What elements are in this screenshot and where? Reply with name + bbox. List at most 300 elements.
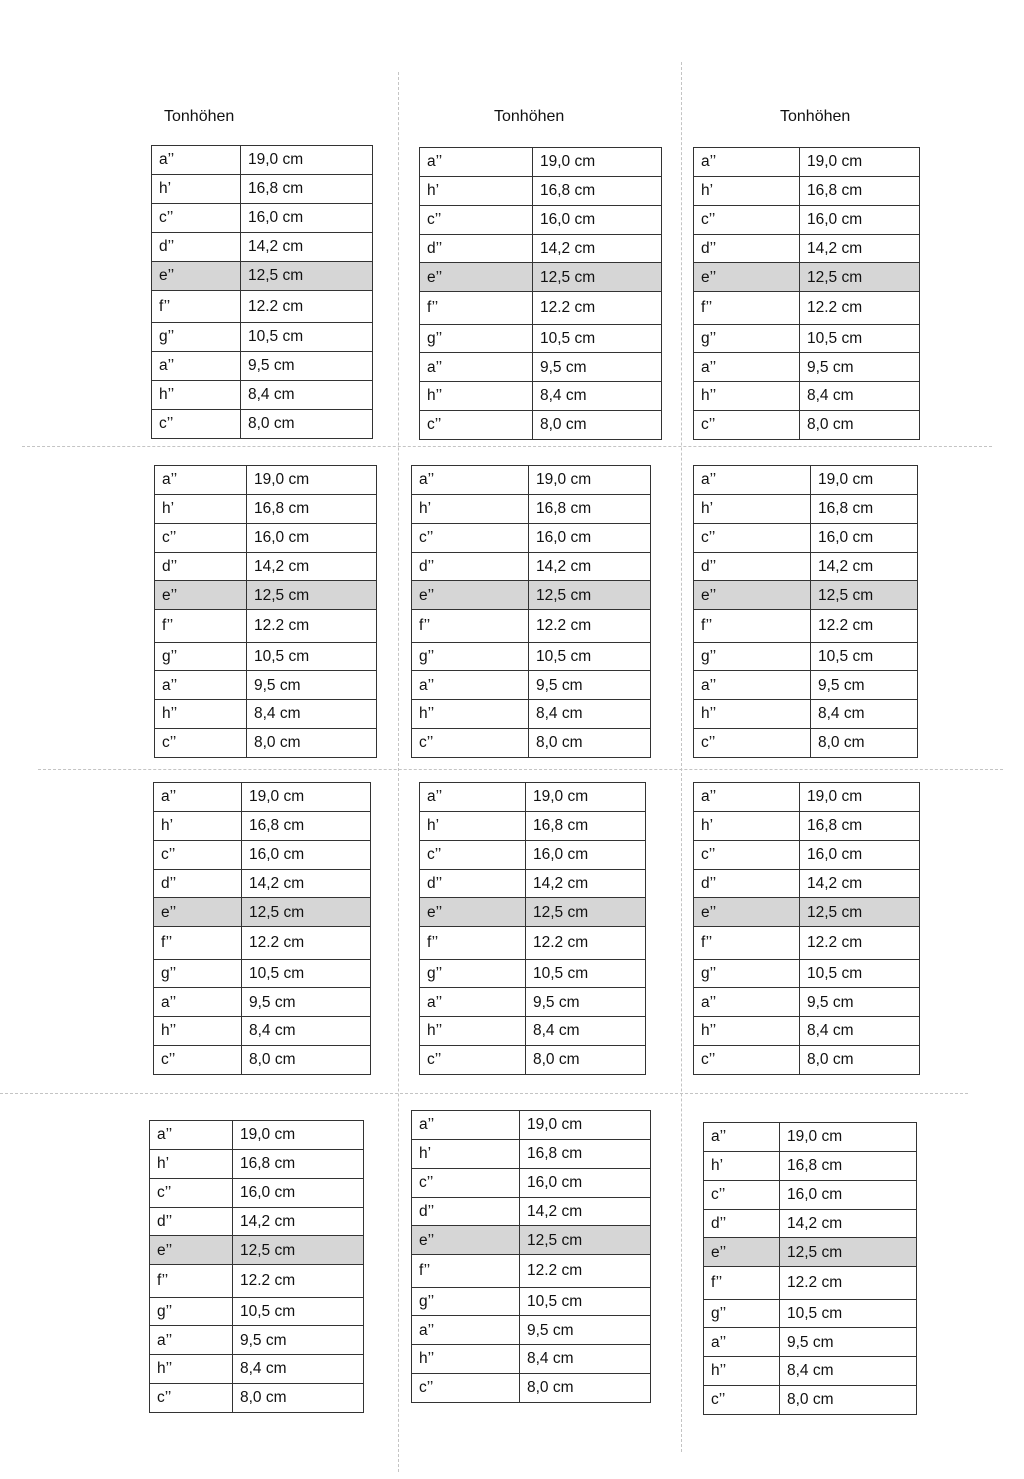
length-cell: 9,5 cm [247,671,377,700]
pitch-row-highlighted [420,263,662,292]
length-cell: 12.2 cm [526,927,646,959]
pitch-row [694,671,918,700]
pitch-row [412,1316,651,1345]
pitch-row [694,205,920,234]
pitch-row-highlighted [152,261,373,290]
note-cell: g’’ [152,323,241,352]
length-cell: 8,4 cm [520,1345,651,1374]
length-cell: 14,2 cm [800,234,920,263]
pitch-row [420,234,662,263]
length-cell: 10,5 cm [233,1297,364,1326]
pitch-row [420,1017,646,1046]
note-cell: h’’ [154,1017,242,1046]
pitch-row [420,148,662,177]
note-cell: a’’ [420,988,526,1017]
note-cell: h’ [154,811,242,840]
note-cell: c’’ [155,729,247,758]
note-cell: h’ [694,494,811,523]
note-cell: h’’ [155,700,247,729]
length-cell: 16,0 cm [247,523,377,552]
note-cell: e’’ [150,1236,233,1265]
note-cell: h’’ [704,1357,780,1386]
note-cell: h’’ [150,1355,233,1384]
pitch-row [412,494,651,523]
note-cell: c’’ [704,1386,780,1415]
pitch-row [694,234,920,263]
length-cell: 8,0 cm [529,729,651,758]
length-cell: 19,0 cm [533,148,662,177]
pitch-row [152,409,373,438]
pitch-table [419,782,646,1075]
note-cell: c’’ [694,523,811,552]
note-cell: d’’ [420,234,533,263]
pitch-row [694,811,920,840]
note-cell: g’’ [420,959,526,988]
length-cell: 16,8 cm [533,176,662,205]
pitch-row [694,642,918,671]
pitch-row [704,1209,917,1238]
note-cell: a’’ [694,148,800,177]
note-cell: h’ [704,1151,780,1180]
length-cell: 12,5 cm [526,898,646,927]
length-cell: 16,8 cm [529,494,651,523]
note-cell: c’’ [154,840,242,869]
length-cell: 10,5 cm [811,642,918,671]
pitch-row [420,176,662,205]
pitch-row [694,700,918,729]
pitch-row [694,176,920,205]
pitch-row [420,1046,646,1075]
note-cell: a’’ [704,1328,780,1357]
note-cell: f’’ [150,1265,233,1297]
heading-column-2: Tonhöhen [494,108,565,125]
note-cell: e’’ [420,898,526,927]
note-cell: e’’ [412,581,529,610]
length-cell: 14,2 cm [811,552,918,581]
note-cell: c’’ [152,409,241,438]
note-cell: g’’ [150,1297,233,1326]
pitch-row [694,148,920,177]
length-cell: 16,8 cm [780,1151,917,1180]
pitch-table [411,465,651,758]
length-cell: 16,0 cm [233,1178,364,1207]
length-cell: 16,0 cm [811,523,918,552]
length-cell: 19,0 cm [241,146,373,175]
note-cell: c’’ [420,205,533,234]
pitch-row [420,783,646,812]
pitch-row [420,324,662,353]
pitch-row [154,1017,371,1046]
length-cell: 10,5 cm [800,324,920,353]
note-cell: a’’ [412,671,529,700]
length-cell: 16,8 cm [811,494,918,523]
pitch-row-highlighted [155,581,377,610]
note-cell: e’’ [694,581,811,610]
pitch-row [704,1328,917,1357]
length-cell: 12.2 cm [533,292,662,324]
length-cell: 16,0 cm [520,1168,651,1197]
pitch-row [420,840,646,869]
pitch-row [420,411,662,440]
note-cell: c’’ [704,1180,780,1209]
length-cell: 10,5 cm [241,323,373,352]
note-cell: a’’ [704,1123,780,1152]
length-cell: 8,0 cm [526,1046,646,1075]
pitch-row [150,1149,364,1178]
length-cell: 12,5 cm [780,1238,917,1267]
pitch-row-highlighted [694,581,918,610]
pitch-row [412,610,651,642]
length-cell: 19,0 cm [529,466,651,495]
note-cell: a’’ [152,352,241,381]
length-cell: 19,0 cm [526,783,646,812]
pitch-row [154,783,371,812]
length-cell: 9,5 cm [811,671,918,700]
length-cell: 12.2 cm [242,927,371,959]
pitch-row [704,1151,917,1180]
pitch-row [155,671,377,700]
cut-line-vertical-right [681,62,682,1452]
pitch-row [412,1374,651,1403]
pitch-table [151,145,373,439]
pitch-row [412,1139,651,1168]
pitch-row [420,382,662,411]
length-cell: 16,0 cm [529,523,651,552]
pitch-row [152,380,373,409]
note-cell: a’’ [420,353,533,382]
pitch-row [420,353,662,382]
length-cell: 12.2 cm [800,927,920,959]
note-cell: f’’ [154,927,242,959]
length-cell: 16,8 cm [241,174,373,203]
note-cell: h’’ [694,1017,800,1046]
note-cell: c’’ [150,1178,233,1207]
pitch-row [152,232,373,261]
heading-column-3: Tonhöhen [780,108,851,125]
pitch-row [152,323,373,352]
length-cell: 14,2 cm [533,234,662,263]
pitch-row [412,671,651,700]
length-cell: 16,0 cm [526,840,646,869]
length-cell: 8,4 cm [811,700,918,729]
length-cell: 14,2 cm [241,232,373,261]
length-cell: 14,2 cm [520,1197,651,1226]
pitch-row [152,290,373,322]
note-cell: a’’ [412,1111,520,1140]
pitch-row [412,1345,651,1374]
pitch-row [155,494,377,523]
pitch-row [694,959,920,988]
note-cell: h’’ [420,1017,526,1046]
note-cell: g’’ [412,1287,520,1316]
length-cell: 8,0 cm [520,1374,651,1403]
pitch-table [693,147,920,440]
length-cell: 12,5 cm [241,261,373,290]
pitch-row [155,552,377,581]
pitch-row [694,1017,920,1046]
length-cell: 10,5 cm [520,1287,651,1316]
note-cell: g’’ [694,959,800,988]
note-cell: a’’ [154,783,242,812]
length-cell: 8,0 cm [247,729,377,758]
note-cell: d’’ [152,232,241,261]
pitch-row-highlighted [412,581,651,610]
pitch-row-highlighted [704,1238,917,1267]
pitch-row [704,1386,917,1415]
note-cell: d’’ [694,234,800,263]
length-cell: 8,0 cm [242,1046,371,1075]
pitch-table [153,782,371,1075]
length-cell: 8,4 cm [800,1017,920,1046]
note-cell: c’’ [694,411,800,440]
length-cell: 12,5 cm [247,581,377,610]
note-cell: h’’ [694,382,800,411]
heading-column-1: Tonhöhen [164,108,235,125]
pitch-row [412,1197,651,1226]
length-cell: 10,5 cm [533,324,662,353]
pitch-row [420,205,662,234]
length-cell: 8,0 cm [233,1384,364,1413]
length-cell: 19,0 cm [242,783,371,812]
length-cell: 12.2 cm [241,290,373,322]
note-cell: e’’ [420,263,533,292]
note-cell: c’’ [694,729,811,758]
pitch-table [693,465,918,758]
pitch-row [694,840,920,869]
pitch-row [704,1267,917,1299]
note-cell: h’’ [694,700,811,729]
note-cell: c’’ [412,523,529,552]
note-cell: d’’ [694,552,811,581]
length-cell: 12,5 cm [811,581,918,610]
length-cell: 9,5 cm [533,353,662,382]
length-cell: 12,5 cm [529,581,651,610]
pitch-row [154,988,371,1017]
pitch-row [150,1384,364,1413]
note-cell: a’’ [152,146,241,175]
note-cell: h’’ [412,1345,520,1374]
pitch-row [154,1046,371,1075]
note-cell: f’’ [694,610,811,642]
note-cell: g’’ [155,642,247,671]
pitch-row [412,1255,651,1287]
length-cell: 8,4 cm [529,700,651,729]
pitch-row [420,959,646,988]
length-cell: 10,5 cm [780,1299,917,1328]
pitch-table [419,147,662,440]
pitch-row [694,1046,920,1075]
note-cell: e’’ [704,1238,780,1267]
note-cell: h’’ [420,382,533,411]
note-cell: g’’ [412,642,529,671]
note-cell: a’’ [420,148,533,177]
length-cell: 14,2 cm [247,552,377,581]
length-cell: 12,5 cm [242,898,371,927]
note-cell: d’’ [412,1197,520,1226]
length-cell: 12.2 cm [233,1265,364,1297]
length-cell: 9,5 cm [800,353,920,382]
pitch-row [704,1299,917,1328]
pitch-row [150,1297,364,1326]
length-cell: 12,5 cm [520,1226,651,1255]
pitch-row [420,869,646,898]
pitch-table [693,782,920,1075]
pitch-row [155,610,377,642]
note-cell: f’’ [694,927,800,959]
pitch-row [694,411,920,440]
length-cell: 16,8 cm [526,811,646,840]
length-cell: 19,0 cm [233,1121,364,1150]
note-cell: c’’ [694,1046,800,1075]
length-cell: 8,4 cm [526,1017,646,1046]
note-cell: e’’ [694,263,800,292]
pitch-row-highlighted [694,263,920,292]
pitch-row [704,1180,917,1209]
note-cell: c’’ [420,411,533,440]
length-cell: 9,5 cm [233,1326,364,1355]
length-cell: 8,4 cm [780,1357,917,1386]
pitch-row-highlighted [412,1226,651,1255]
length-cell: 10,5 cm [247,642,377,671]
note-cell: g’’ [694,324,800,353]
length-cell: 14,2 cm [233,1207,364,1236]
note-cell: a’’ [412,1316,520,1345]
pitch-row [150,1355,364,1384]
pitch-row [694,869,920,898]
length-cell: 10,5 cm [529,642,651,671]
length-cell: 19,0 cm [247,466,377,495]
pitch-row [412,729,651,758]
cut-line-horizontal-1 [22,446,992,447]
note-cell: e’’ [694,898,800,927]
length-cell: 12.2 cm [520,1255,651,1287]
length-cell: 16,0 cm [800,205,920,234]
length-cell: 12.2 cm [780,1267,917,1299]
length-cell: 16,0 cm [242,840,371,869]
length-cell: 16,8 cm [247,494,377,523]
note-cell: d’’ [694,869,800,898]
length-cell: 16,0 cm [533,205,662,234]
pitch-row [694,292,920,324]
length-cell: 16,8 cm [800,176,920,205]
pitch-row [694,988,920,1017]
note-cell: f’’ [412,610,529,642]
note-cell: h’’ [152,380,241,409]
note-cell: h’ [155,494,247,523]
note-cell: c’’ [412,1374,520,1403]
length-cell: 9,5 cm [241,352,373,381]
pitch-row-highlighted [150,1236,364,1265]
note-cell: h’ [152,174,241,203]
pitch-row [155,700,377,729]
length-cell: 8,4 cm [247,700,377,729]
length-cell: 10,5 cm [800,959,920,988]
note-cell: h’ [420,176,533,205]
pitch-row [694,523,918,552]
note-cell: a’’ [694,783,800,812]
length-cell: 14,2 cm [780,1209,917,1238]
note-cell: c’’ [694,205,800,234]
note-cell: a’’ [694,671,811,700]
pitch-table [703,1122,917,1415]
length-cell: 8,4 cm [242,1017,371,1046]
pitch-row [694,729,918,758]
note-cell: g’’ [704,1299,780,1328]
note-cell: d’’ [412,552,529,581]
note-cell: c’’ [150,1384,233,1413]
length-cell: 12.2 cm [811,610,918,642]
note-cell: e’’ [152,261,241,290]
note-cell: h’’ [412,700,529,729]
note-cell: f’’ [694,292,800,324]
pitch-row [152,203,373,232]
pitch-row [694,494,918,523]
pitch-table [411,1110,651,1403]
note-cell: d’’ [155,552,247,581]
note-cell: f’’ [704,1267,780,1299]
pitch-table [149,1120,364,1413]
note-cell: a’’ [155,466,247,495]
note-cell: c’’ [155,523,247,552]
pitch-row [412,642,651,671]
note-cell: a’’ [150,1326,233,1355]
length-cell: 12,5 cm [800,263,920,292]
note-cell: f’’ [152,290,241,322]
length-cell: 9,5 cm [520,1316,651,1345]
pitch-row [154,869,371,898]
pitch-row [154,927,371,959]
note-cell: d’’ [704,1209,780,1238]
pitch-row [420,927,646,959]
note-cell: a’’ [694,466,811,495]
pitch-row [694,382,920,411]
pitch-row [694,927,920,959]
note-cell: a’’ [420,783,526,812]
length-cell: 8,4 cm [241,380,373,409]
pitch-row [154,811,371,840]
pitch-row [704,1357,917,1386]
note-cell: a’’ [154,988,242,1017]
note-cell: d’’ [154,869,242,898]
pitch-row [420,988,646,1017]
pitch-row [150,1265,364,1297]
note-cell: h’ [412,494,529,523]
length-cell: 16,0 cm [800,840,920,869]
note-cell: g’’ [154,959,242,988]
pitch-row [412,1287,651,1316]
length-cell: 19,0 cm [800,783,920,812]
pitch-row [420,811,646,840]
note-cell: a’’ [694,988,800,1017]
cut-line-vertical-left [398,72,399,1472]
cut-line-horizontal-3 [0,1093,968,1094]
note-cell: c’’ [420,840,526,869]
length-cell: 12,5 cm [800,898,920,927]
note-cell: f’’ [155,610,247,642]
length-cell: 14,2 cm [529,552,651,581]
length-cell: 16,8 cm [800,811,920,840]
pitch-row [694,353,920,382]
length-cell: 9,5 cm [529,671,651,700]
length-cell: 8,0 cm [811,729,918,758]
pitch-row [150,1207,364,1236]
pitch-row [154,959,371,988]
length-cell: 10,5 cm [526,959,646,988]
length-cell: 16,8 cm [242,811,371,840]
length-cell: 9,5 cm [780,1328,917,1357]
length-cell: 8,0 cm [533,411,662,440]
length-cell: 8,0 cm [241,409,373,438]
